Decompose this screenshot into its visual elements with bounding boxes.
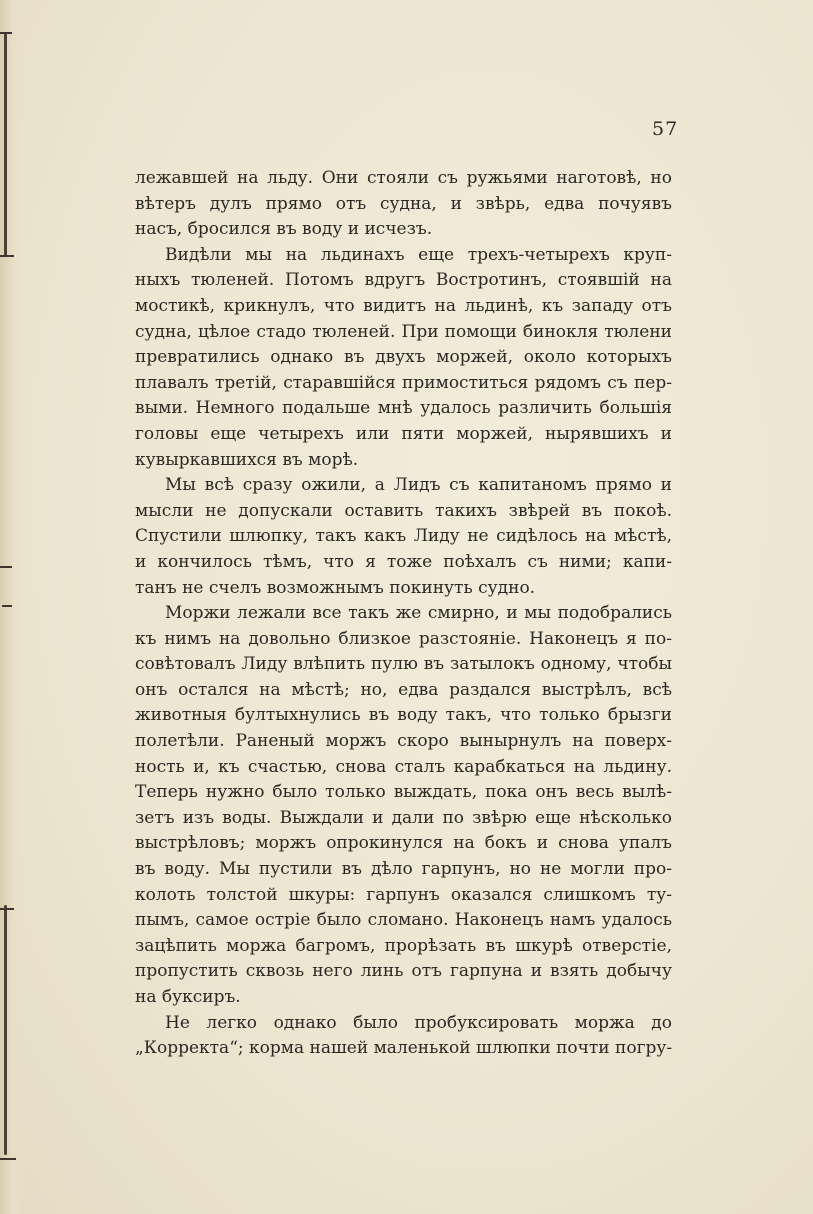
text-line: онъ остался на мѣстѣ; но, едва раздался выстрѣлъ, всѣ xyxy=(135,679,672,700)
binding-tick xyxy=(0,566,12,568)
text-line: Моржи лежали все такъ же смирно, и мы подобрались xyxy=(165,603,672,624)
text-line: превратились однако въ двухъ моржей, около которыхъ xyxy=(135,347,672,368)
text-line: совѣтовалъ Лиду влѣпить пулю въ затылокъ одному, чтобы xyxy=(135,654,672,675)
text-line: вѣтеръ дулъ прямо отъ судна, и звѣрь, едва почуявъ xyxy=(135,193,672,214)
text-line: Видѣли мы на льдинахъ еще трехъ-четырехъ круп- xyxy=(165,244,672,265)
text-line: мостикѣ, крикнулъ, что видитъ на льдинѣ, къ западу отъ xyxy=(135,295,672,316)
text-line: Мы всѣ сразу ожили, а Лидъ съ капитаномъ прямо и xyxy=(165,475,672,496)
page-number: 57 xyxy=(652,118,679,140)
text-line: выстрѣловъ; моржъ опрокинулся на бокъ и снова упалъ xyxy=(135,833,672,854)
text-line: зацѣпить моржа багромъ, прорѣзать въ шкурѣ отверстіе, xyxy=(135,935,672,956)
text-line: „Корректа“; корма нашей маленькой шлюпки почти погру- xyxy=(135,1038,672,1059)
binding-thread-bottom xyxy=(4,905,7,1155)
text-line: на буксиръ. xyxy=(135,987,241,1007)
text-line: головы еще четырехъ или пяти моржей, нырявшихъ и xyxy=(135,423,672,444)
text-line: судна, цѣлое стадо тюленей. При помощи бинокля тюлени xyxy=(135,321,672,342)
text-line: плавалъ третій, старавшійся примоститься рядомъ съ пер- xyxy=(135,372,672,393)
text-line: животныя бултыхнулись въ воду такъ, что только брызги xyxy=(135,705,672,726)
binding-tick xyxy=(0,1158,16,1160)
text-line: Теперь нужно было только выждать, пока онъ весь вылѣ- xyxy=(135,782,672,803)
text-line: полетѣли. Раненый моржъ скоро вынырнулъ на поверх- xyxy=(135,731,672,752)
text-line: пропустить сквозь него линь отъ гарпуна и взять добычу xyxy=(135,961,672,982)
text-line: танъ не счелъ возможнымъ покинуть судно. xyxy=(135,577,536,598)
text-line: пымъ, самое остріе было сломано. Наконецъ намъ удалось xyxy=(135,910,672,931)
body-text xyxy=(135,166,672,1062)
text-line: къ нимъ на довольно близкое разстояніе. Наконецъ я по- xyxy=(135,628,672,649)
text-line: ность и, къ счастью, снова сталъ карабкаться на льдину. xyxy=(135,756,672,777)
text-line: колоть толстой шкуры: гарпунъ оказался слишкомъ ту- xyxy=(135,884,672,905)
binding-thread-top xyxy=(4,32,7,257)
text-line: мысли не допускали оставить такихъ звѣрей въ покоѣ. xyxy=(135,500,672,521)
binding-tick xyxy=(2,605,12,607)
binding-tick xyxy=(0,908,14,910)
text-line: Спустили шлюпку, такъ какъ Лиду не сидѣлось на мѣстѣ, xyxy=(135,526,672,547)
text-line: и кончилось тѣмъ, что я тоже поѣхалъ съ ними; капи- xyxy=(135,551,672,572)
text-line: зетъ изъ воды. Выждали и дали по звѣрю еще нѣсколько xyxy=(135,807,672,828)
binding-tick xyxy=(0,32,12,34)
text-line: лежавшей на льду. Они стояли съ ружьями наготовѣ, но xyxy=(135,168,672,188)
page-binding-edge xyxy=(0,0,22,1214)
text-line: выми. Немного подальше мнѣ удалось различить большія xyxy=(135,398,672,419)
text-line: кувыркавшихся въ морѣ. xyxy=(135,449,359,470)
text-line: ныхъ тюленей. Потомъ вдругъ Востротинъ, стоявшій на xyxy=(135,270,672,291)
text-line: насъ, бросился въ воду и исчезъ. xyxy=(135,219,433,240)
text-line: Не легко однако было пробуксировать моржа до xyxy=(165,1012,672,1033)
text-line: въ воду. Мы пустили въ дѣло гарпунъ, но не могли про- xyxy=(135,859,672,880)
binding-tick xyxy=(0,255,14,257)
